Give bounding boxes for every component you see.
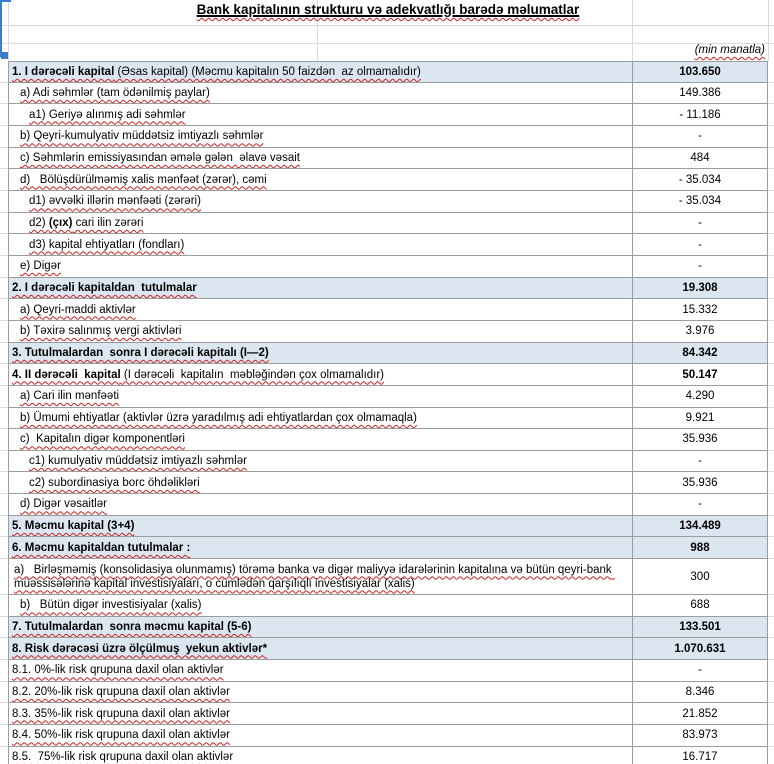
left-gutter-cell [0, 559, 8, 595]
left-gutter-cell [0, 595, 8, 617]
left-gutter-cell [0, 451, 8, 473]
table-row [0, 660, 774, 682]
left-gutter-cell [0, 660, 8, 682]
right-gutter-cell [768, 256, 774, 278]
row-value-cell[interactable] [632, 61, 768, 83]
table-row [0, 559, 774, 595]
row-value-text: 9.921 [685, 411, 715, 424]
row-label-text: e) Digər [20, 260, 61, 273]
table-row [0, 472, 774, 494]
row-value-text: 35.936 [682, 433, 718, 446]
row-value-cell[interactable] [632, 321, 768, 343]
row-label-cell[interactable] [8, 559, 632, 595]
row-label-cell[interactable] [8, 451, 632, 473]
table-row [0, 703, 774, 725]
row-label-text: c) Kapitalın digər komponentləri [20, 433, 185, 446]
left-gutter-cell [0, 516, 8, 538]
row-value-cell[interactable] [632, 472, 768, 494]
table-row [0, 429, 774, 451]
right-gutter-cell [768, 429, 774, 451]
row-label-text: 6. Məcmu kapitaldan tutulmalar : [12, 541, 191, 554]
row-label-cell[interactable] [8, 213, 632, 235]
table-row [0, 537, 774, 559]
row-value-cell[interactable] [632, 364, 768, 386]
row-label-text: 8. Risk dərəcəsi üzrə ölçülmuş yekun aktivlər* [12, 642, 268, 655]
row-value-text: 16.717 [682, 751, 718, 764]
row-label-cell[interactable] [8, 429, 632, 451]
row-label-text: 8.4. 50%-lik risk qrupuna daxil olan aktivlər [12, 729, 230, 742]
row-label-cell[interactable] [8, 104, 632, 126]
row-value-text: 133.501 [679, 621, 721, 634]
row-label-cell[interactable] [8, 299, 632, 321]
right-gutter-cell [768, 617, 774, 639]
row-value-cell[interactable] [632, 537, 768, 559]
right-gutter-cell [768, 660, 774, 682]
row-label-text: 8.3. 35%-lik risk qrupuna daxil olan aktivlər [12, 707, 230, 720]
table-row [0, 126, 774, 148]
row-value-text: 3.976 [685, 325, 715, 338]
row-label-cell[interactable] [8, 494, 632, 516]
left-gutter-cell [0, 83, 8, 105]
left-gutter-cell [0, 299, 8, 321]
left-gutter-cell [0, 191, 8, 213]
row-label-cell[interactable] [8, 191, 632, 213]
left-gutter-cell [0, 278, 8, 300]
table-row [0, 234, 774, 256]
table-row [0, 638, 774, 660]
right-gutter-cell [768, 408, 774, 430]
left-gutter-cell [0, 429, 8, 451]
table-row [0, 299, 774, 321]
right-gutter-cell [768, 747, 774, 764]
row-value-text: 1.070.631 [674, 642, 726, 655]
right-gutter-cell [768, 213, 774, 235]
row-label-cell[interactable] [8, 343, 632, 365]
left-gutter-cell [0, 472, 8, 494]
row-label-text: c2) subordinasiya borc öhdəlikləri [29, 476, 200, 489]
right-gutter-cell [768, 364, 774, 386]
table-row [0, 148, 774, 170]
row-label-cell[interactable] [8, 537, 632, 559]
row-value-cell[interactable] [632, 234, 768, 256]
row-label-text: a) Qeyri-maddi aktivlər [20, 303, 136, 316]
row-value-cell[interactable] [632, 408, 768, 430]
row-label-cell[interactable] [8, 595, 632, 617]
row-value-text: 15.332 [682, 303, 718, 316]
row-label-text: 3. Tutulmalardan sonra I dərəcəli kapitalı (I—2) [12, 346, 269, 359]
table-row [0, 682, 774, 704]
left-gutter-cell [0, 213, 8, 235]
row-label-text: b) Təxirə salınmış vergi aktivləri [20, 325, 182, 338]
left-gutter-cell [0, 703, 8, 725]
left-gutter-cell [0, 343, 8, 365]
row-label-cell[interactable] [8, 148, 632, 170]
row-label-cell[interactable] [8, 256, 632, 278]
row-label-cell[interactable] [8, 126, 632, 148]
row-label-text: 8.5. 75%-lik risk qrupuna daxil olan aktivlər [12, 751, 234, 764]
row-label-text: a) Birləşməmiş (konsolidasiya olunmamış) törəmə banka və digər maliyyə idarələrinin kapitalına və bütün qeyri-bank müəssisələrinə kapital investisiyaları, o cümlədən qarşılıqlı investisiyalar (xalis) [14, 563, 615, 590]
row-value-text: - [698, 238, 702, 251]
row-value-text: - [698, 664, 702, 677]
row-value-text: 8.346 [685, 686, 715, 699]
row-value-text: 300 [690, 570, 710, 583]
right-gutter-cell [768, 104, 774, 126]
row-value-cell[interactable] [632, 595, 768, 617]
table-row [0, 256, 774, 278]
table-row [0, 61, 774, 83]
row-label-cell[interactable] [8, 364, 632, 386]
left-gutter-cell [0, 682, 8, 704]
right-gutter-cell [768, 703, 774, 725]
row-label-cell[interactable] [8, 61, 632, 83]
right-gutter-cell [768, 299, 774, 321]
unit-note: (min manatla) [694, 44, 765, 56]
right-gutter-cell [768, 386, 774, 408]
row-value-cell[interactable] [632, 169, 768, 191]
right-gutter-cell [768, 61, 774, 83]
row-label-text: b) Bütün digər investisiyalar (xalis) [20, 599, 202, 612]
table-row [0, 408, 774, 430]
table-row [0, 386, 774, 408]
row-label-text: d1) əvvəlki illərin mənfəəti (zərəri) [29, 195, 201, 208]
row-value-cell[interactable] [632, 516, 768, 538]
right-gutter-cell [768, 169, 774, 191]
right-gutter-cell [768, 343, 774, 365]
row-label-text: c) Səhmlərin emissiyasından əmələ gələn əlavə vəsait [20, 151, 300, 164]
left-gutter-cell [0, 104, 8, 126]
right-gutter-cell [768, 148, 774, 170]
row-value-cell[interactable] [632, 682, 768, 704]
table-row [0, 104, 774, 126]
left-gutter-cell [0, 638, 8, 660]
row-label-text: 5. Məcmu kapital (3+4) [12, 520, 135, 533]
row-label-text: a) Adi səhmlər (tam ödənilmiş paylar) [20, 86, 210, 99]
table-row [0, 494, 774, 516]
row-label-text: a1) Geriyə alınmış adi səhmlər [29, 108, 186, 121]
row-value-cell[interactable] [632, 256, 768, 278]
left-gutter-cell [0, 494, 8, 516]
row-label-cell[interactable] [8, 516, 632, 538]
row-label-text: c1) kumulyativ müddətsiz imtiyazlı səhmlər [29, 455, 247, 468]
row-value-cell[interactable] [632, 386, 768, 408]
right-gutter-cell [768, 537, 774, 559]
row-value-cell[interactable] [632, 494, 768, 516]
row-label-text: d3) kapital ehtiyatları (fondları) [29, 238, 185, 251]
right-gutter-cell [768, 595, 774, 617]
row-label-cell[interactable] [8, 725, 632, 747]
row-value-cell[interactable] [632, 429, 768, 451]
row-label-cell[interactable] [8, 169, 632, 191]
page-title: Bank kapitalının strukturu və adekvatlığı barədə məlumatlar [196, 2, 580, 17]
row-label-cell[interactable] [8, 747, 632, 764]
table-row [0, 516, 774, 538]
row-value-text: - 11.186 [679, 108, 721, 121]
table-row [0, 169, 774, 191]
right-gutter-cell [768, 126, 774, 148]
right-gutter-cell [768, 682, 774, 704]
right-gutter-cell [768, 234, 774, 256]
table-row [0, 725, 774, 747]
table-row [0, 451, 774, 473]
row-value-cell[interactable] [632, 638, 768, 660]
left-gutter-cell [0, 256, 8, 278]
gridline [0, 25, 774, 26]
row-value-text: 35.936 [682, 476, 718, 489]
gridline [768, 0, 769, 61]
row-value-cell[interactable] [632, 725, 768, 747]
row-value-text: - [698, 130, 702, 143]
row-value-text: 134.489 [679, 520, 721, 533]
left-gutter-cell [0, 234, 8, 256]
row-value-cell[interactable] [632, 559, 768, 595]
left-gutter-cell [0, 386, 8, 408]
right-gutter-cell [768, 451, 774, 473]
row-value-cell[interactable] [632, 747, 768, 764]
row-value-text: 19.308 [682, 281, 718, 294]
right-gutter-cell [768, 725, 774, 747]
table-row [0, 83, 774, 105]
row-value-text: 4.290 [685, 390, 715, 403]
row-value-text: 103.650 [679, 65, 721, 78]
table-row [0, 191, 774, 213]
row-value-text: 21.852 [682, 707, 718, 720]
table-row [0, 747, 774, 764]
row-value-cell[interactable] [632, 278, 768, 300]
row-value-cell[interactable] [632, 191, 768, 213]
row-label-cell[interactable] [8, 83, 632, 105]
row-label-text: d2) (çıx) cari ilin zərəri [29, 216, 144, 229]
row-value-text: - [698, 498, 702, 511]
right-gutter-cell [768, 191, 774, 213]
right-gutter-cell [768, 559, 774, 595]
left-gutter-cell [0, 169, 8, 191]
row-value-cell[interactable] [632, 213, 768, 235]
row-value-cell[interactable] [632, 83, 768, 105]
left-gutter-cell [0, 747, 8, 764]
right-gutter-cell [768, 494, 774, 516]
row-label-text: 2. I dərəcəli kapitaldan tutulmalar [12, 281, 197, 294]
table-row [0, 213, 774, 235]
row-value-cell[interactable] [632, 299, 768, 321]
row-value-text: 149.386 [679, 86, 721, 99]
row-value-text: 83.973 [682, 729, 718, 742]
capital-table [0, 61, 774, 764]
right-gutter-cell [768, 638, 774, 660]
row-label-cell[interactable] [8, 682, 632, 704]
left-gutter-cell [0, 61, 8, 83]
row-value-text: 50.147 [682, 368, 718, 381]
row-label-text: d) Bölüşdürülməmiş xalis mənfəət (zərər), cəmi [20, 173, 267, 186]
row-label-cell[interactable] [8, 703, 632, 725]
row-label-text: 7. Tutulmalardan sonra məcmu kapital (5-6) [12, 621, 252, 634]
row-label-cell[interactable] [8, 472, 632, 494]
row-label-text: 8.1. 0%-lik risk qrupuna daxil olan aktivlər [12, 664, 224, 677]
row-label-text: 4. II dərəcəli kapital (I dərəcəli kapitalın məbləğindən çox olmamalıdır) [12, 368, 385, 381]
left-gutter-cell [0, 148, 8, 170]
fill-handle-icon[interactable] [1, 52, 8, 59]
row-value-cell[interactable] [632, 104, 768, 126]
row-label-text: 8.2. 20%-lik risk qrupuna daxil olan aktivlər [12, 686, 230, 699]
right-gutter-cell [768, 321, 774, 343]
table-header [0, 0, 774, 61]
row-value-text: - 35.034 [678, 173, 722, 186]
row-label-cell[interactable] [8, 234, 632, 256]
row-label-text: d) Digər vəsaitlər [20, 498, 107, 511]
row-label-cell[interactable] [8, 386, 632, 408]
table-row [0, 595, 774, 617]
row-label-cell[interactable] [8, 638, 632, 660]
left-gutter-cell [0, 321, 8, 343]
row-value-cell[interactable] [632, 126, 768, 148]
left-gutter-cell [0, 725, 8, 747]
row-value-cell[interactable] [632, 703, 768, 725]
row-label-text: a) Cari ilin mənfəəti [20, 390, 120, 403]
row-value-cell[interactable] [632, 451, 768, 473]
right-gutter-cell [768, 472, 774, 494]
left-gutter-cell [0, 408, 8, 430]
left-gutter-cell [0, 364, 8, 386]
row-value-text: 688 [690, 599, 710, 612]
row-value-text: - 35.034 [678, 195, 722, 208]
row-value-cell[interactable] [632, 617, 768, 639]
row-value-cell[interactable] [632, 660, 768, 682]
right-gutter-cell [768, 278, 774, 300]
table-row [0, 321, 774, 343]
left-gutter-cell [0, 537, 8, 559]
row-value-text: 988 [690, 541, 710, 554]
right-gutter-cell [768, 516, 774, 538]
row-value-text: - [698, 216, 702, 229]
row-label-cell[interactable] [8, 278, 632, 300]
row-label-cell[interactable] [8, 617, 632, 639]
table-row [0, 617, 774, 639]
row-label-cell[interactable] [8, 321, 632, 343]
row-label-cell[interactable] [8, 408, 632, 430]
table-row [0, 343, 774, 365]
row-label-cell[interactable] [8, 660, 632, 682]
row-value-cell[interactable] [632, 343, 768, 365]
row-value-text: - [698, 455, 702, 468]
row-value-text: 84.342 [682, 346, 718, 359]
left-gutter-cell [0, 126, 8, 148]
row-value-text: - [698, 260, 702, 273]
row-value-text: 484 [690, 151, 710, 164]
table-row [0, 364, 774, 386]
row-value-cell[interactable] [632, 148, 768, 170]
row-label-text: b) Qeyri-kumulyativ müddətsiz imtiyazlı səhmlər [20, 130, 264, 143]
right-gutter-cell [768, 83, 774, 105]
row-label-text: b) Ümumi ehtiyatlar (aktivlər üzrə yaradılmış adi ehtiyatlardan çox olmamaqla) [20, 411, 417, 424]
table-row [0, 278, 774, 300]
left-gutter-cell [0, 617, 8, 639]
row-label-text: 1. I dərəcəli kapital (Əsas kapital) (Məcmu kapitalın 50 faizdən az olmamalıdır) [12, 65, 421, 78]
